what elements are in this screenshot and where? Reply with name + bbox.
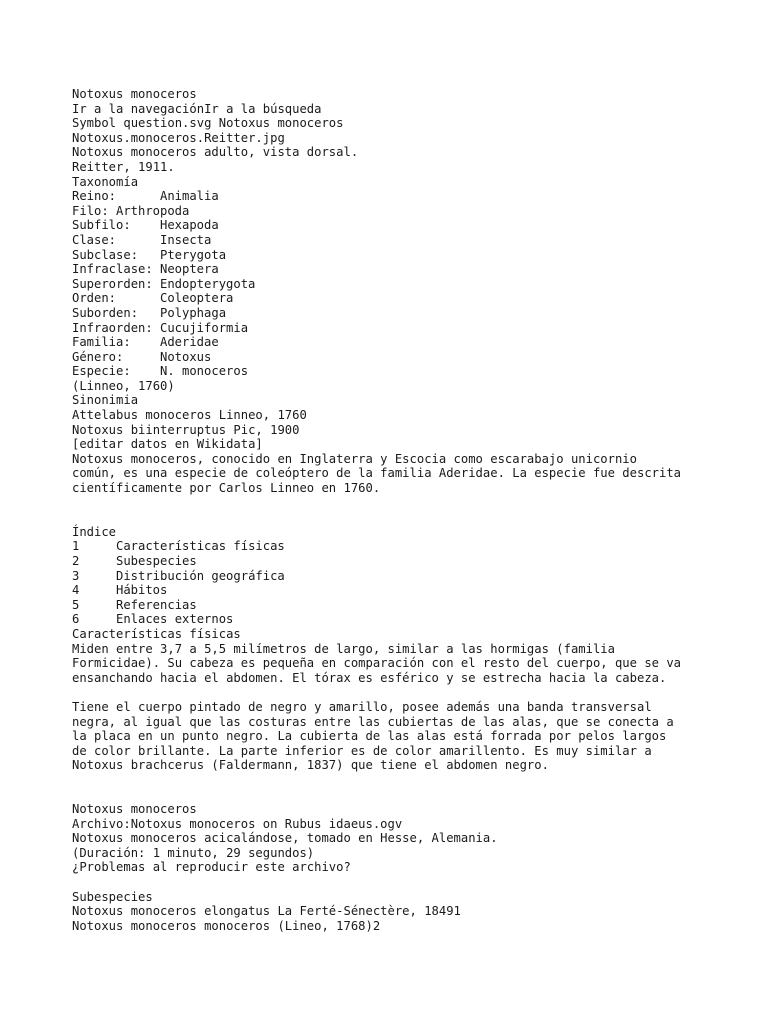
document-body xyxy=(72,87,752,933)
taxonomy-value[interactable]: Arthropoda xyxy=(115,203,190,218)
taxonomy-row xyxy=(72,233,752,248)
intro-line: común, es una especie de coleóptero de la familia Aderidae. La especie fue descrita xyxy=(72,466,682,481)
toc-label[interactable]: Enlaces externos xyxy=(116,612,234,627)
taxonomy-value[interactable]: Polyphaga xyxy=(160,305,227,320)
taxonomy-heading: Taxonomía xyxy=(72,174,139,189)
toc-item[interactable] xyxy=(72,539,752,554)
taxonomy-row xyxy=(72,262,752,277)
taxonomy-row xyxy=(72,189,752,204)
spacer xyxy=(72,875,752,890)
media-file-link[interactable]: Archivo:Notoxus monoceros on Rubus idaeus.ogv xyxy=(72,816,403,831)
spacer xyxy=(72,496,752,525)
image-caption: Notoxus monoceros adulto, vista dorsal. xyxy=(72,145,359,160)
taxonomy-value[interactable]: Coleoptera xyxy=(160,291,234,306)
spacer xyxy=(72,773,752,802)
toc-item[interactable] xyxy=(72,583,752,598)
taxonomy-row xyxy=(72,321,752,336)
taxonomy-row xyxy=(72,204,752,219)
paragraph-line: Notoxus brachcerus (Faldermann, 1837) que tiene el abdomen negro. xyxy=(72,758,549,773)
taxonomy-rank: Superorden: xyxy=(72,276,153,291)
taxonomy-rank: Suborden: xyxy=(72,305,139,320)
toc-item[interactable] xyxy=(72,598,752,613)
image-file-link[interactable]: Notoxus.monoceros.Reitter.jpg xyxy=(72,130,285,145)
toc-heading: Índice xyxy=(72,524,117,539)
toc-item[interactable] xyxy=(72,554,752,569)
subspecies-item: Notoxus monoceros monoceros (Lineo, 1768)2 xyxy=(72,918,381,933)
taxonomy-value[interactable]: Neoptera xyxy=(160,262,219,277)
taxonomy-value[interactable]: N. monoceros xyxy=(160,364,249,379)
toc-item[interactable] xyxy=(72,612,752,627)
toc-number: 4 xyxy=(72,583,80,598)
synonymy-heading: Sinonimia xyxy=(72,393,139,408)
toc-item[interactable] xyxy=(72,569,752,584)
paragraph-line: negra, al igual que las costuras entre las cubiertas de las alas, que se conecta a xyxy=(72,714,674,729)
taxonomy-value[interactable]: Pterygota xyxy=(160,247,227,262)
taxonomy-rank: Subclase: xyxy=(72,247,139,262)
taxonomy-rank: Especie: xyxy=(72,364,131,379)
paragraph-line: ensanchando hacia el abdomen. El tórax es esférico y se estrecha hacia la cabeza. xyxy=(72,670,667,685)
nav-links[interactable]: Ir a la navegaciónIr a la búsqueda xyxy=(72,101,322,116)
taxonomy-value[interactable]: Hexapoda xyxy=(160,218,219,233)
taxonomy-row xyxy=(72,248,752,263)
taxonomy-rank: Orden: xyxy=(72,291,117,306)
synonym-item: Attelabus monoceros Linneo, 1760 xyxy=(72,408,307,423)
toc-label[interactable]: Subespecies xyxy=(116,554,197,568)
taxonomy-value[interactable]: Cucujiformia xyxy=(160,320,249,335)
media-duration: (Duración: 1 minuto, 29 segundos) xyxy=(72,845,315,860)
taxonomy-value[interactable]: Insecta xyxy=(160,232,212,247)
section-heading-subspecies: Subespecies xyxy=(72,889,153,904)
taxonomy-rank: Reino: xyxy=(72,189,117,204)
table-of-contents xyxy=(72,539,752,627)
image-credit: Reitter, 1911. xyxy=(72,159,175,174)
toc-number: 2 xyxy=(72,554,80,568)
taxonomy-row xyxy=(72,335,752,350)
paragraph-line: Tiene el cuerpo pintado de negro y amarillo, posee además una banda transversal xyxy=(72,699,652,714)
taxonomy-rank: Clase: xyxy=(72,232,117,247)
toc-label[interactable]: Hábitos xyxy=(116,583,168,598)
taxonomy-table xyxy=(72,189,752,379)
paragraph-line: Miden entre 3,7 a 5,5 milímetros de largo, similar a las hormigas (familia xyxy=(72,641,615,656)
intro-line: Notoxus monoceros, conocido en Inglaterra y Escocia como escarabajo unicornio xyxy=(72,451,637,466)
taxonomy-value[interactable]: Aderidae xyxy=(160,335,219,350)
taxonomy-row xyxy=(72,277,752,292)
page-title: Notoxus monoceros xyxy=(72,87,197,101)
taxonomy-rank: Género: xyxy=(72,349,124,364)
taxonomy-row xyxy=(72,364,752,379)
media-title: Notoxus monoceros xyxy=(72,802,197,817)
taxonomy-rank: Subfilo: xyxy=(72,218,131,233)
toc-number: 3 xyxy=(72,568,80,583)
spacer xyxy=(72,685,752,700)
taxonomy-row xyxy=(72,350,752,365)
taxonomy-row xyxy=(72,291,752,306)
taxonomy-value[interactable]: Notoxus xyxy=(160,349,212,364)
paragraph-line: la placa en un punto negro. La cubierta de las alas está forrada por pelos largos xyxy=(72,729,667,744)
taxonomy-rank: Familia: xyxy=(72,335,131,350)
synonym-item: Notoxus biinterruptus Pic, 1900 xyxy=(72,422,300,437)
taxonomy-value[interactable]: Endopterygota xyxy=(160,276,256,291)
taxonomy-value[interactable]: Animalia xyxy=(160,189,219,204)
media-help-link[interactable]: ¿Problemas al reproducir este archivo? xyxy=(72,860,351,875)
toc-number: 1 xyxy=(72,539,80,554)
toc-label[interactable]: Distribución geográfica xyxy=(116,568,285,583)
taxonomy-rank: Infraorden: xyxy=(72,320,153,335)
section-heading-physical: Características físicas xyxy=(72,626,241,641)
wikidata-edit-link[interactable]: [editar datos en Wikidata] xyxy=(72,437,263,452)
symbol-line: Symbol question.svg Notoxus monoceros xyxy=(72,116,344,131)
toc-label[interactable]: Referencias xyxy=(116,597,197,612)
subspecies-item: Notoxus monoceros elongatus La Ferté-Sénectère, 18491 xyxy=(72,904,461,919)
toc-label[interactable]: Características físicas xyxy=(116,539,285,554)
media-caption: Notoxus monoceros acicalándose, tomado en Hesse, Alemania. xyxy=(72,831,498,846)
paragraph-line: Formicidae). Su cabeza es pequeña en comparación con el resto del cuerpo, que se va xyxy=(72,656,682,671)
intro-line: científicamente por Carlos Linneo en 1760. xyxy=(72,481,381,496)
toc-number: 6 xyxy=(72,612,80,627)
taxonomy-authority: (Linneo, 1760) xyxy=(72,378,175,393)
taxonomy-row xyxy=(72,218,752,233)
paragraph-line: de color brillante. La parte inferior es de color amarillento. Es muy similar a xyxy=(72,743,652,758)
taxonomy-rank: Infraclase: xyxy=(72,262,153,277)
toc-number: 5 xyxy=(72,597,80,612)
taxonomy-row xyxy=(72,306,752,321)
taxonomy-rank: Filo: xyxy=(72,203,109,218)
